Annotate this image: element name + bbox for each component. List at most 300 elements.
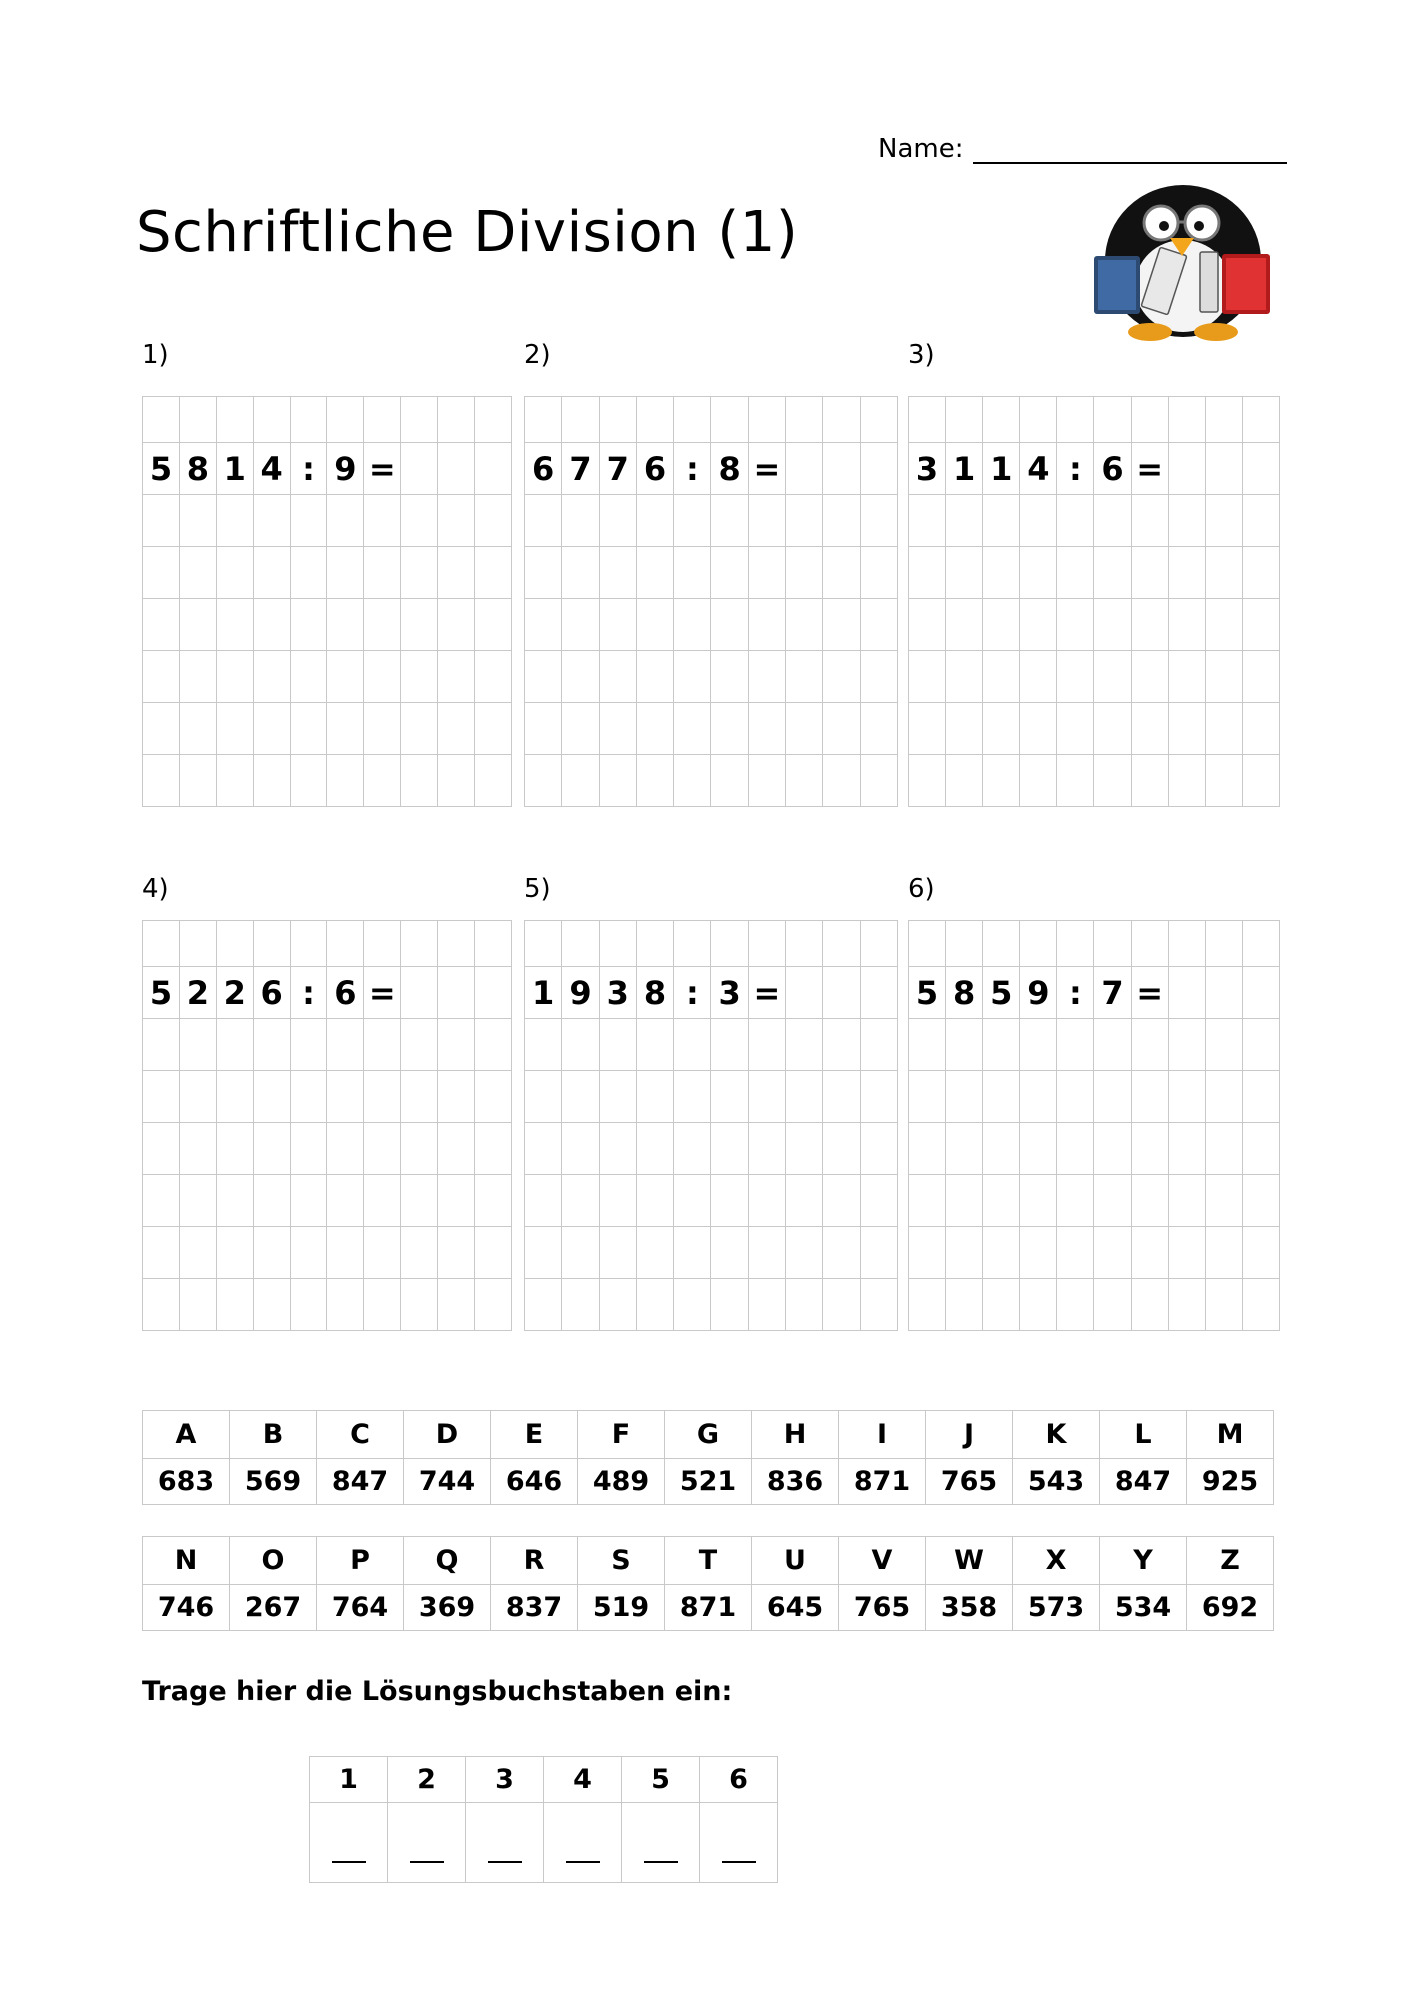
grid-cell[interactable] (364, 599, 401, 651)
grid-cell[interactable] (475, 1071, 512, 1123)
grid-cell[interactable] (711, 1227, 748, 1279)
grid-cell[interactable] (599, 1123, 636, 1175)
grid-cell[interactable] (674, 1019, 711, 1071)
grid-cell[interactable] (401, 1071, 438, 1123)
grid-cell[interactable] (290, 1279, 327, 1331)
answer-blank-line[interactable] (722, 1859, 756, 1863)
grid-cell[interactable] (364, 547, 401, 599)
grid-cell[interactable] (364, 1123, 401, 1175)
grid-cell[interactable] (562, 1123, 599, 1175)
grid-cell[interactable] (823, 599, 860, 651)
grid-cell[interactable] (1168, 443, 1205, 495)
grid-cell[interactable] (636, 1227, 673, 1279)
grid-cell[interactable] (216, 547, 253, 599)
grid-cell[interactable] (860, 599, 897, 651)
grid-cell[interactable] (909, 755, 946, 807)
grid-cell[interactable] (438, 1175, 475, 1227)
grid-cell[interactable] (599, 651, 636, 703)
grid-cell[interactable] (1205, 1123, 1242, 1175)
grid-cell[interactable] (143, 703, 180, 755)
grid-cell[interactable] (786, 703, 823, 755)
grid-cell[interactable] (1168, 495, 1205, 547)
grid-cell[interactable] (711, 921, 748, 967)
grid-cell[interactable] (636, 495, 673, 547)
grid-cell[interactable] (143, 1279, 180, 1331)
grid-cell[interactable] (216, 1071, 253, 1123)
grid-cell[interactable] (1168, 651, 1205, 703)
grid-cell[interactable] (1242, 755, 1279, 807)
grid-cell[interactable] (143, 1175, 180, 1227)
grid-cell[interactable] (1131, 1175, 1168, 1227)
grid-cell[interactable] (1168, 1019, 1205, 1071)
grid-cell[interactable] (216, 651, 253, 703)
grid-cell[interactable] (438, 547, 475, 599)
grid-cell[interactable] (475, 495, 512, 547)
grid-cell[interactable] (983, 703, 1020, 755)
grid-cell[interactable] (562, 599, 599, 651)
grid-cell[interactable] (216, 921, 253, 967)
answer-blank-line[interactable] (488, 1859, 522, 1863)
grid-cell[interactable] (401, 703, 438, 755)
grid-cell[interactable] (143, 1227, 180, 1279)
grid-cell[interactable] (909, 1071, 946, 1123)
grid-cell[interactable] (636, 1123, 673, 1175)
grid-cell[interactable] (786, 547, 823, 599)
grid-cell[interactable] (1020, 599, 1057, 651)
grid-cell[interactable] (290, 921, 327, 967)
grid-cell[interactable] (636, 651, 673, 703)
grid-cell[interactable] (636, 1071, 673, 1123)
grid-cell[interactable] (823, 397, 860, 443)
grid-cell[interactable] (253, 1279, 290, 1331)
grid-cell[interactable] (1168, 1279, 1205, 1331)
grid-cell[interactable] (983, 397, 1020, 443)
grid-cell[interactable] (1205, 1227, 1242, 1279)
grid-cell[interactable] (909, 1279, 946, 1331)
grid-cell[interactable] (562, 755, 599, 807)
name-input-line[interactable] (973, 134, 1287, 164)
grid-cell[interactable] (179, 1175, 216, 1227)
grid-cell[interactable] (946, 1279, 983, 1331)
grid-cell[interactable] (1057, 651, 1094, 703)
grid-cell[interactable] (1057, 921, 1094, 967)
grid-cell[interactable] (909, 1019, 946, 1071)
grid-cell[interactable] (1094, 921, 1131, 967)
grid-cell[interactable] (401, 921, 438, 967)
answer-blank-line[interactable] (644, 1859, 678, 1863)
grid-cell[interactable] (711, 703, 748, 755)
grid-cell[interactable] (1020, 1279, 1057, 1331)
grid-cell[interactable] (143, 651, 180, 703)
grid-cell[interactable] (983, 651, 1020, 703)
grid-cell[interactable] (1131, 397, 1168, 443)
grid-cell[interactable] (1020, 1227, 1057, 1279)
grid-cell[interactable] (327, 495, 364, 547)
grid-cell[interactable] (290, 547, 327, 599)
answer-cell[interactable] (544, 1803, 622, 1883)
grid-cell[interactable] (860, 967, 897, 1019)
grid-cell[interactable] (1057, 599, 1094, 651)
grid-cell[interactable] (748, 1227, 785, 1279)
grid-cell[interactable] (674, 495, 711, 547)
grid-cell[interactable] (438, 1071, 475, 1123)
grid-cell[interactable] (179, 495, 216, 547)
grid-cell[interactable] (1168, 1227, 1205, 1279)
grid-cell[interactable] (1020, 547, 1057, 599)
grid-cell[interactable] (909, 599, 946, 651)
grid-cell[interactable] (253, 1227, 290, 1279)
grid-cell[interactable] (599, 1175, 636, 1227)
grid-cell[interactable] (860, 1071, 897, 1123)
grid-cell[interactable] (823, 1227, 860, 1279)
grid-cell[interactable] (711, 599, 748, 651)
grid-cell[interactable] (823, 703, 860, 755)
grid-cell[interactable] (1242, 703, 1279, 755)
grid-cell[interactable] (179, 1019, 216, 1071)
grid-cell[interactable] (711, 495, 748, 547)
grid-cell[interactable] (946, 1071, 983, 1123)
grid-cell[interactable] (711, 755, 748, 807)
grid-cell[interactable] (1242, 443, 1279, 495)
grid-cell[interactable] (636, 599, 673, 651)
grid-cell[interactable] (143, 1071, 180, 1123)
grid-cell[interactable] (438, 921, 475, 967)
grid-cell[interactable] (253, 921, 290, 967)
grid-cell[interactable] (290, 1175, 327, 1227)
grid-cell[interactable] (364, 755, 401, 807)
grid-cell[interactable] (823, 495, 860, 547)
grid-cell[interactable] (253, 1123, 290, 1175)
grid-cell[interactable] (748, 1175, 785, 1227)
grid-cell[interactable] (1242, 967, 1279, 1019)
grid-cell[interactable] (143, 1019, 180, 1071)
grid-cell[interactable] (1020, 495, 1057, 547)
grid-cell[interactable] (636, 921, 673, 967)
grid-cell[interactable] (1242, 1227, 1279, 1279)
grid-cell[interactable] (1020, 1123, 1057, 1175)
grid-cell[interactable] (1131, 1279, 1168, 1331)
grid-cell[interactable] (599, 495, 636, 547)
grid-cell[interactable] (786, 921, 823, 967)
grid-cell[interactable] (525, 1227, 562, 1279)
grid-cell[interactable] (475, 755, 512, 807)
grid-cell[interactable] (475, 651, 512, 703)
grid-cell[interactable] (599, 397, 636, 443)
grid-cell[interactable] (179, 1071, 216, 1123)
grid-cell[interactable] (748, 599, 785, 651)
grid-cell[interactable] (1168, 1123, 1205, 1175)
grid-cell[interactable] (562, 397, 599, 443)
grid-cell[interactable] (1057, 755, 1094, 807)
grid-cell[interactable] (1242, 1279, 1279, 1331)
grid-cell[interactable] (1094, 703, 1131, 755)
grid-cell[interactable] (636, 755, 673, 807)
grid-cell[interactable] (1020, 651, 1057, 703)
grid-cell[interactable] (562, 1227, 599, 1279)
grid-cell[interactable] (438, 495, 475, 547)
grid-cell[interactable] (216, 1019, 253, 1071)
grid-cell[interactable] (327, 1175, 364, 1227)
grid-cell[interactable] (823, 1019, 860, 1071)
grid-cell[interactable] (525, 703, 562, 755)
grid-cell[interactable] (786, 651, 823, 703)
grid-cell[interactable] (525, 1123, 562, 1175)
grid-cell[interactable] (983, 921, 1020, 967)
grid-cell[interactable] (748, 921, 785, 967)
grid-cell[interactable] (860, 397, 897, 443)
grid-cell[interactable] (748, 1123, 785, 1175)
grid-cell[interactable] (1094, 397, 1131, 443)
grid-cell[interactable] (1205, 921, 1242, 967)
grid-cell[interactable] (438, 1019, 475, 1071)
grid-cell[interactable] (786, 755, 823, 807)
grid-cell[interactable] (1094, 495, 1131, 547)
grid-cell[interactable] (748, 397, 785, 443)
grid-cell[interactable] (290, 495, 327, 547)
grid-cell[interactable] (674, 1123, 711, 1175)
grid-cell[interactable] (216, 599, 253, 651)
grid-cell[interactable] (1020, 1175, 1057, 1227)
grid-cell[interactable] (674, 1279, 711, 1331)
grid-cell[interactable] (525, 755, 562, 807)
grid-cell[interactable] (599, 1279, 636, 1331)
grid-cell[interactable] (1205, 599, 1242, 651)
grid-cell[interactable] (475, 443, 512, 495)
grid-cell[interactable] (636, 547, 673, 599)
grid-cell[interactable] (1131, 1071, 1168, 1123)
grid-cell[interactable] (364, 1279, 401, 1331)
grid-cell[interactable] (475, 921, 512, 967)
grid-cell[interactable] (1020, 1019, 1057, 1071)
grid-cell[interactable] (364, 1071, 401, 1123)
grid-cell[interactable] (438, 397, 475, 443)
grid-cell[interactable] (983, 1071, 1020, 1123)
grid-cell[interactable] (711, 1019, 748, 1071)
grid-cell[interactable] (1020, 1071, 1057, 1123)
grid-cell[interactable] (946, 1123, 983, 1175)
grid-cell[interactable] (143, 599, 180, 651)
grid-cell[interactable] (253, 755, 290, 807)
grid-cell[interactable] (290, 703, 327, 755)
grid-cell[interactable] (290, 397, 327, 443)
grid-cell[interactable] (525, 547, 562, 599)
grid-cell[interactable] (748, 1071, 785, 1123)
grid-cell[interactable] (860, 1175, 897, 1227)
grid-cell[interactable] (909, 1227, 946, 1279)
grid-cell[interactable] (860, 1123, 897, 1175)
grid-cell[interactable] (327, 651, 364, 703)
grid-cell[interactable] (475, 547, 512, 599)
grid-cell[interactable] (946, 703, 983, 755)
grid-cell[interactable] (946, 921, 983, 967)
grid-cell[interactable] (290, 599, 327, 651)
grid-cell[interactable] (1057, 1019, 1094, 1071)
grid-cell[interactable] (1131, 1123, 1168, 1175)
grid-cell[interactable] (1242, 1071, 1279, 1123)
grid-cell[interactable] (143, 397, 180, 443)
grid-cell[interactable] (1131, 495, 1168, 547)
grid-cell[interactable] (401, 443, 438, 495)
grid-cell[interactable] (599, 1019, 636, 1071)
grid-cell[interactable] (1094, 651, 1131, 703)
grid-cell[interactable] (1242, 651, 1279, 703)
grid-cell[interactable] (562, 1279, 599, 1331)
grid-cell[interactable] (1057, 1123, 1094, 1175)
grid-cell[interactable] (401, 1227, 438, 1279)
grid-cell[interactable] (1057, 1175, 1094, 1227)
grid-cell[interactable] (179, 1279, 216, 1331)
grid-cell[interactable] (1057, 1279, 1094, 1331)
grid-cell[interactable] (1020, 703, 1057, 755)
grid-cell[interactable] (786, 397, 823, 443)
answer-cell[interactable] (388, 1803, 466, 1883)
grid-cell[interactable] (1242, 921, 1279, 967)
grid-cell[interactable] (1242, 1019, 1279, 1071)
grid-cell[interactable] (1242, 599, 1279, 651)
grid-cell[interactable] (983, 495, 1020, 547)
grid-cell[interactable] (525, 1071, 562, 1123)
grid-cell[interactable] (327, 599, 364, 651)
grid-cell[interactable] (364, 495, 401, 547)
grid-cell[interactable] (1131, 755, 1168, 807)
grid-cell[interactable] (946, 1227, 983, 1279)
grid-cell[interactable] (674, 755, 711, 807)
grid-cell[interactable] (946, 755, 983, 807)
answer-blank-line[interactable] (332, 1859, 366, 1863)
grid-cell[interactable] (946, 1019, 983, 1071)
grid-cell[interactable] (253, 703, 290, 755)
grid-cell[interactable] (327, 755, 364, 807)
grid-cell[interactable] (562, 921, 599, 967)
grid-cell[interactable] (599, 1071, 636, 1123)
grid-cell[interactable] (786, 1279, 823, 1331)
grid-cell[interactable] (946, 651, 983, 703)
grid-cell[interactable] (475, 599, 512, 651)
grid-cell[interactable] (674, 921, 711, 967)
grid-cell[interactable] (946, 495, 983, 547)
grid-cell[interactable] (179, 755, 216, 807)
grid-cell[interactable] (179, 1227, 216, 1279)
grid-cell[interactable] (823, 443, 860, 495)
grid-cell[interactable] (253, 651, 290, 703)
grid-cell[interactable] (179, 547, 216, 599)
grid-cell[interactable] (253, 397, 290, 443)
grid-cell[interactable] (636, 703, 673, 755)
grid-cell[interactable] (401, 967, 438, 1019)
grid-cell[interactable] (909, 547, 946, 599)
grid-cell[interactable] (748, 547, 785, 599)
grid-cell[interactable] (1094, 1071, 1131, 1123)
grid-cell[interactable] (327, 1019, 364, 1071)
grid-cell[interactable] (860, 495, 897, 547)
grid-cell[interactable] (860, 921, 897, 967)
grid-cell[interactable] (946, 547, 983, 599)
grid-cell[interactable] (1168, 755, 1205, 807)
grid-cell[interactable] (860, 547, 897, 599)
grid-cell[interactable] (1057, 495, 1094, 547)
grid-cell[interactable] (786, 1227, 823, 1279)
grid-cell[interactable] (1094, 599, 1131, 651)
grid-cell[interactable] (525, 1279, 562, 1331)
grid-cell[interactable] (562, 1019, 599, 1071)
grid-cell[interactable] (599, 1227, 636, 1279)
grid-cell[interactable] (1205, 1279, 1242, 1331)
grid-cell[interactable] (143, 755, 180, 807)
grid-cell[interactable] (1168, 547, 1205, 599)
grid-cell[interactable] (1020, 921, 1057, 967)
grid-cell[interactable] (475, 1019, 512, 1071)
answer-cell[interactable] (466, 1803, 544, 1883)
grid-cell[interactable] (438, 599, 475, 651)
grid-cell[interactable] (1205, 967, 1242, 1019)
grid-cell[interactable] (860, 1227, 897, 1279)
grid-cell[interactable] (1131, 651, 1168, 703)
grid-cell[interactable] (946, 1175, 983, 1227)
grid-cell[interactable] (364, 921, 401, 967)
grid-cell[interactable] (290, 1227, 327, 1279)
grid-cell[interactable] (290, 651, 327, 703)
grid-cell[interactable] (1168, 1175, 1205, 1227)
grid-cell[interactable] (748, 1019, 785, 1071)
grid-cell[interactable] (525, 651, 562, 703)
grid-cell[interactable] (475, 1175, 512, 1227)
grid-cell[interactable] (525, 397, 562, 443)
grid-cell[interactable] (1094, 547, 1131, 599)
grid-cell[interactable] (253, 1175, 290, 1227)
grid-cell[interactable] (786, 1175, 823, 1227)
grid-cell[interactable] (946, 599, 983, 651)
grid-cell[interactable] (786, 1071, 823, 1123)
grid-cell[interactable] (253, 1019, 290, 1071)
grid-cell[interactable] (562, 1071, 599, 1123)
grid-cell[interactable] (1057, 703, 1094, 755)
grid-cell[interactable] (253, 495, 290, 547)
grid-cell[interactable] (401, 1019, 438, 1071)
grid-cell[interactable] (327, 1279, 364, 1331)
grid-cell[interactable] (401, 397, 438, 443)
grid-cell[interactable] (1094, 1227, 1131, 1279)
grid-cell[interactable] (823, 1175, 860, 1227)
grid-cell[interactable] (1205, 651, 1242, 703)
grid-cell[interactable] (748, 755, 785, 807)
grid-cell[interactable] (290, 1019, 327, 1071)
grid-cell[interactable] (179, 397, 216, 443)
grid-cell[interactable] (1057, 547, 1094, 599)
grid-cell[interactable] (143, 921, 180, 967)
grid-cell[interactable] (290, 755, 327, 807)
grid-cell[interactable] (1094, 755, 1131, 807)
grid-cell[interactable] (1168, 703, 1205, 755)
grid-cell[interactable] (438, 967, 475, 1019)
grid-cell[interactable] (748, 1279, 785, 1331)
grid-cell[interactable] (1242, 495, 1279, 547)
grid-cell[interactable] (909, 921, 946, 967)
grid-cell[interactable] (860, 651, 897, 703)
grid-cell[interactable] (674, 547, 711, 599)
grid-cell[interactable] (983, 1123, 1020, 1175)
grid-cell[interactable] (364, 1175, 401, 1227)
grid-cell[interactable] (748, 703, 785, 755)
grid-cell[interactable] (179, 599, 216, 651)
grid-cell[interactable] (1057, 1071, 1094, 1123)
grid-cell[interactable] (1057, 1227, 1094, 1279)
grid-cell[interactable] (786, 1019, 823, 1071)
grid-cell[interactable] (636, 1019, 673, 1071)
grid-cell[interactable] (983, 599, 1020, 651)
grid-cell[interactable] (674, 1227, 711, 1279)
grid-cell[interactable] (562, 1175, 599, 1227)
grid-cell[interactable] (711, 1071, 748, 1123)
